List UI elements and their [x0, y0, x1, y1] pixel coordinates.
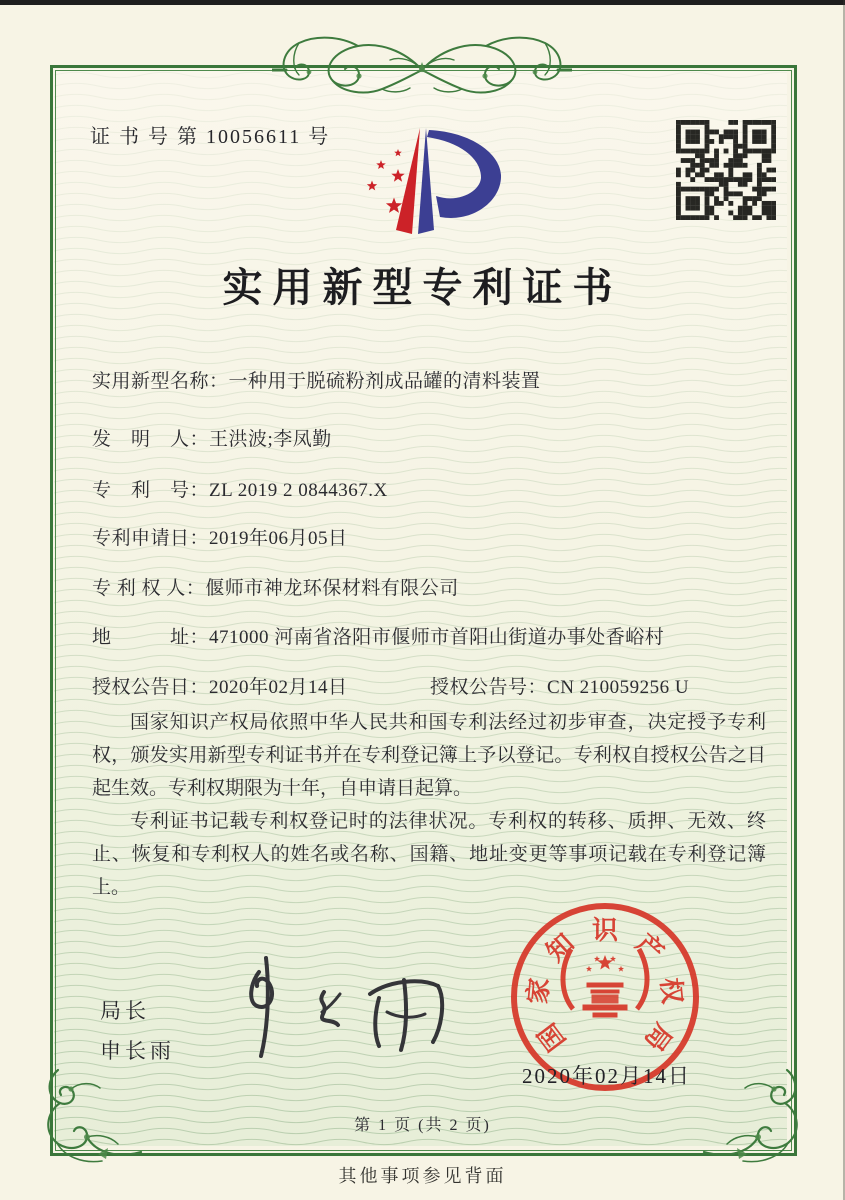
field-value: 王洪波;李凤勤: [209, 429, 332, 450]
field-label: 地 址：: [92, 627, 210, 648]
field-value: 一种用于脱硫粉剂成品罐的清料装置: [228, 371, 541, 392]
field-value: 2019年06月05日: [209, 528, 348, 549]
legal-paragraph-1: 国家知识产权局依照中华人民共和国专利法经过初步审查，决定授予专利权，颁发实用新型专利证书并在专利登记簿上予以登记。专利权自授权公告之日起生效。专利权期限为十年，自申请日起算。: [92, 712, 766, 799]
field-label: 授权公告号：: [430, 677, 548, 698]
field-label: 授权公告日：: [92, 677, 210, 698]
svg-text:家: 家: [523, 976, 555, 1006]
field-value: ZL 2019 2 0844367.X: [209, 480, 388, 501]
svg-text:局: 局: [638, 1017, 678, 1057]
field-label: 专 利 权 人：: [92, 578, 206, 599]
field-row-invention-name: [92, 366, 782, 393]
national-emblem: [563, 949, 647, 1017]
scan-edge-top: [0, 0, 845, 5]
legal-paragraph-2: 专利证书记载专利权登记时的法律状况。专利权的转移、质押、无效、终止、恢复和专利权人的姓名或名称、国籍、地址变更等事项记载在专利登记簿上。: [92, 811, 766, 898]
page-number: 第 1 页 (共 2 页): [354, 1117, 491, 1134]
svg-text:识: 识: [591, 916, 619, 945]
field-row-inventor: [92, 424, 782, 451]
cnipa-logo-icon: [352, 120, 512, 242]
svg-text:权: 权: [655, 976, 687, 1006]
field-row-patentee: [92, 573, 782, 600]
field-row-filing-date: [92, 523, 782, 550]
field-label: 实用新型名称：: [92, 371, 229, 392]
field-label: 专利申请日：: [92, 528, 210, 549]
field-value: 偃师市神龙环保材料有限公司: [205, 578, 459, 599]
logo-blue-wedge: [418, 128, 434, 234]
field-value: CN 210059256 U: [547, 677, 690, 698]
field-label: 发 明 人：: [92, 429, 210, 450]
svg-text:知: 知: [540, 928, 580, 968]
field-label: 专 利 号：: [92, 480, 210, 501]
svg-text:国: 国: [532, 1017, 572, 1057]
certificate-title: 实用新型专利证书: [222, 265, 623, 310]
officer-title: 局长: [100, 999, 150, 1023]
qr-code: [676, 120, 776, 220]
svg-text:产: 产: [630, 928, 670, 968]
logo-p-bowl: [427, 130, 501, 218]
legal-paragraphs: [92, 706, 766, 904]
grant-announcement-number: [430, 672, 689, 699]
certificate-number: 证 书 号 第 10056611 号: [90, 126, 331, 148]
field-value: 471000 河南省洛阳市偃师市首阳山街道办事处香峪村: [209, 627, 665, 648]
handwritten-signature: [232, 952, 462, 1067]
field-row-address: [92, 622, 782, 649]
back-note: 其他事项参见背面: [338, 1166, 507, 1186]
field-row-patent-number: [92, 475, 782, 502]
seal-date: 2020年02月14日: [522, 1064, 691, 1088]
officer-name: 申长雨: [100, 1039, 175, 1063]
field-value: 2020年02月14日: [209, 677, 348, 698]
logo-red-wedge: [396, 128, 420, 234]
field-row-grant-date: [92, 672, 782, 699]
